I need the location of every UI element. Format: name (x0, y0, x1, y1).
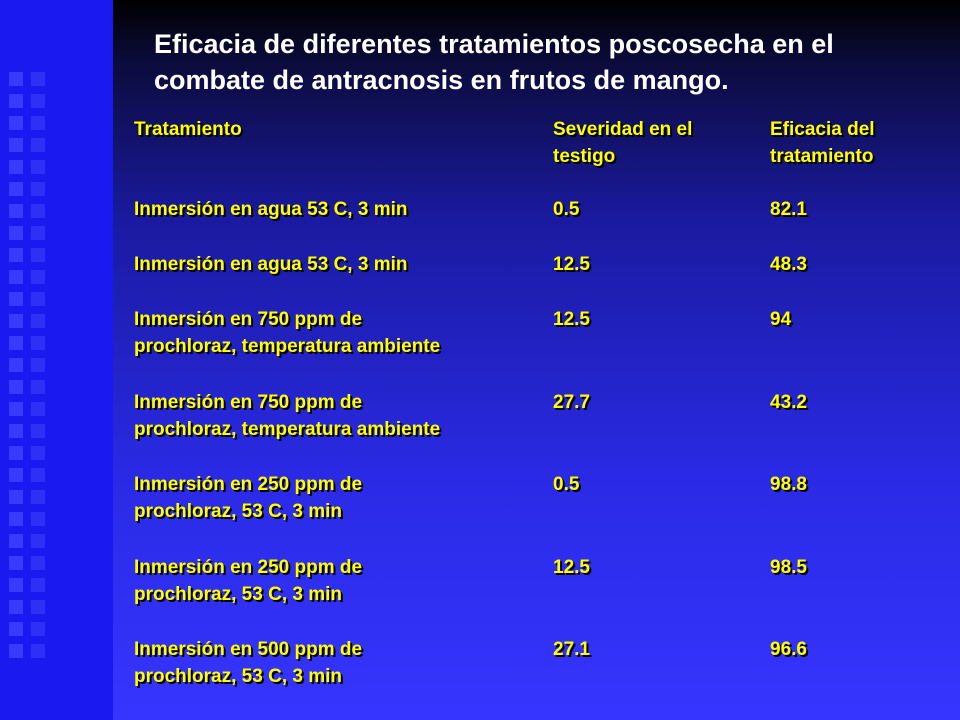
row-1-efficacy: 82.1 (770, 199, 807, 220)
row-7-efficacy: 96.6 (770, 639, 807, 660)
header-treatment: Tratamiento (134, 119, 242, 140)
row-4-treatment: Inmersión en 750 ppm de prochloraz, temperatura ambiente (134, 392, 441, 440)
row-2-efficacy: 48.3 (770, 254, 807, 275)
slide-title: Eficacia de diferentes tratamientos poscosecha en el combate de antracnosis en frutos de mango. (154, 29, 834, 95)
header-severity: Severidad en el testigo (553, 119, 693, 167)
sidebar-square-column-left (9, 72, 23, 666)
row-5-severity: 0.5 (553, 474, 580, 495)
row-5-efficacy: 98.8 (770, 474, 807, 495)
header-efficacy: Eficacia del tratamiento (770, 119, 875, 167)
row-6-treatment: Inmersión en 250 ppm de prochloraz, 53 C, 3 min (134, 557, 363, 605)
row-7-treatment: Inmersión en 500 ppm de prochloraz, 53 C, 3 min (134, 639, 363, 687)
sidebar-square-column-right (31, 72, 45, 666)
row-6-efficacy: 98.5 (770, 557, 807, 578)
row-4-efficacy: 43.2 (770, 392, 807, 413)
row-6-severity: 12.5 (553, 557, 590, 578)
row-2-severity: 12.5 (553, 254, 590, 275)
row-4-severity: 27.7 (553, 392, 590, 413)
row-3-treatment: Inmersión en 750 ppm de prochloraz, temperatura ambiente (134, 309, 441, 357)
row-7-severity: 27.1 (553, 639, 590, 660)
decorative-sidebar (0, 0, 113, 720)
row-1-treatment: Inmersión en agua 53 C, 3 min (134, 199, 408, 220)
row-5-treatment: Inmersión en 250 ppm de prochloraz, 53 C, 3 min (134, 474, 363, 522)
row-3-efficacy: 94 (770, 309, 792, 330)
row-3-severity: 12.5 (553, 309, 590, 330)
row-1-severity: 0.5 (553, 199, 580, 220)
row-2-treatment: Inmersión en agua 53 C, 3 min (134, 254, 408, 275)
